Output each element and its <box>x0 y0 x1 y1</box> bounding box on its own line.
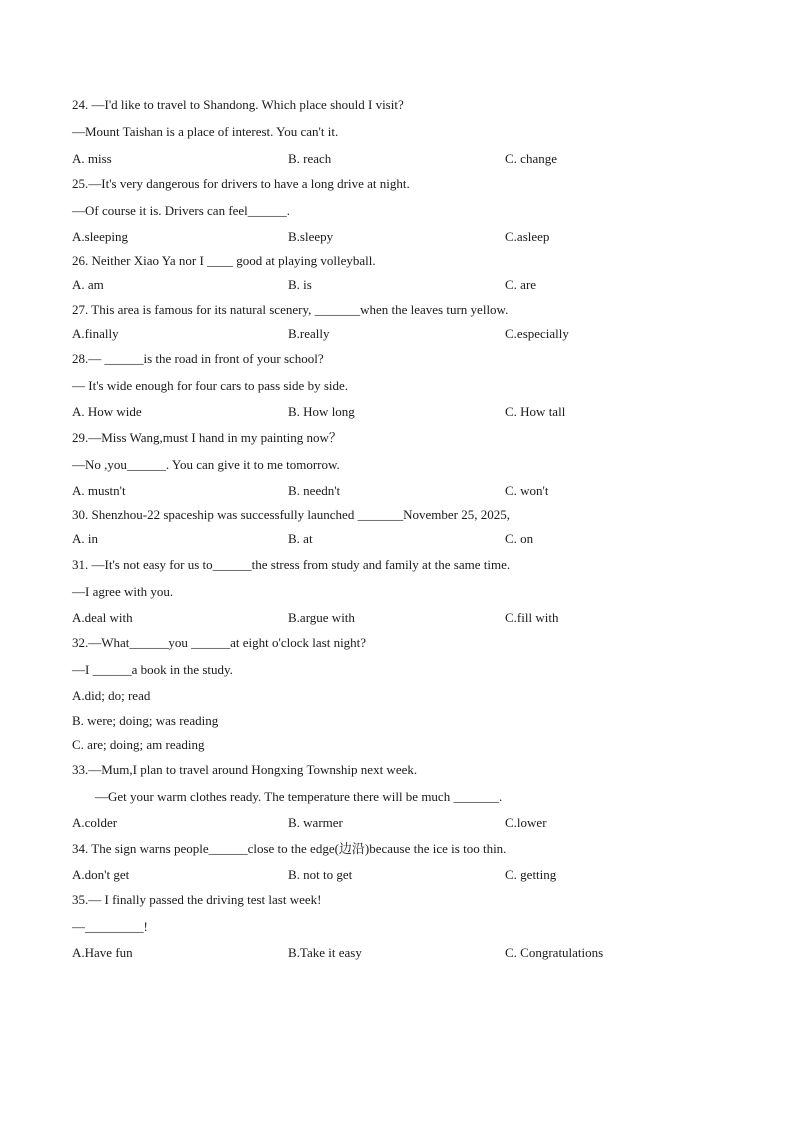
question-32-line-1: 32.—What______you ______at eight o'clock last night? <box>72 635 367 650</box>
question-31-option-b: B.argue with <box>288 610 355 625</box>
question-30-option-b: B. at <box>288 531 313 546</box>
question-29-option-b: B. needn't <box>288 483 341 498</box>
question-34-line-1: 34. The sign warns people______close to the edge(边沿)because the ice is too thin. <box>72 841 507 856</box>
question-29-option-c: C. won't <box>505 483 549 498</box>
question-24-option-c: C. change <box>505 151 557 166</box>
question-32-option-a: A.did; do; read <box>72 688 151 703</box>
question-24-line-2: —Mount Taishan is a place of interest. You can't it. <box>72 124 339 139</box>
question-24-option-a: A. miss <box>72 151 112 166</box>
question-31-line-2: —I agree with you. <box>72 584 174 599</box>
question-33-option-c: C.lower <box>505 815 547 830</box>
question-32-line-2: —I ______a book in the study. <box>72 662 233 677</box>
question-32-option-c: C. are; doing; am reading <box>72 737 205 752</box>
question-28-line-2: — It's wide enough for four cars to pass side by side. <box>72 378 349 393</box>
question-24-option-b: B. reach <box>288 151 332 166</box>
question-26-option-a: A. am <box>72 277 104 292</box>
question-28-option-a: A. How wide <box>72 404 142 419</box>
question-35-line-2: —_________! <box>72 919 148 934</box>
question-35-option-c: C. Congratulations <box>505 945 604 960</box>
question-33-option-a: A.colder <box>72 815 118 830</box>
question-30-line-1: 30. Shenzhou-22 spaceship was successfully launched _______November 25, 2025, <box>72 507 510 522</box>
question-34-option-b: B. not to get <box>288 867 353 882</box>
question-26-line-1: 26. Neither Xiao Ya nor I ____ good at playing volleyball. <box>72 253 376 268</box>
question-28-line-1: 28.— ______is the road in front of your school? <box>72 351 324 366</box>
question-33-option-b: B. warmer <box>288 815 343 830</box>
question-34-option-c: C. getting <box>505 867 557 882</box>
question-25-line-2: —Of course it is. Drivers can feel______. <box>72 203 291 218</box>
question-27-line-1: 27. This area is famous for its natural scenery, _______when the leaves turn yellow. <box>72 302 509 317</box>
question-27-option-b: B.really <box>288 326 330 341</box>
question-35-line-1: 35.— I finally passed the driving test last week! <box>72 892 322 907</box>
question-26-option-b: B. is <box>288 277 312 292</box>
question-29-line-1: 29.—Miss Wang,must I hand in my painting now？ <box>72 430 342 445</box>
question-31-line-1: 31. —It's not easy for us to______the stress from study and family at the same time. <box>72 557 511 572</box>
question-24-line-1: 24. —I'd like to travel to Shandong. Which place should I visit? <box>72 97 404 112</box>
question-30-option-a: A. in <box>72 531 98 546</box>
question-25-option-c: C.asleep <box>505 229 550 244</box>
question-26-option-c: C. are <box>505 277 537 292</box>
question-29-option-a: A. mustn't <box>72 483 126 498</box>
question-31-option-a: A.deal with <box>72 610 133 625</box>
question-25-line-1: 25.—It's very dangerous for drivers to have a long drive at night. <box>72 176 410 191</box>
question-28-option-c: C. How tall <box>505 404 566 419</box>
question-33-line-1: 33.—Mum,I plan to travel around Hongxing Township next week. <box>72 762 418 777</box>
question-34-option-a: A.don't get <box>72 867 130 882</box>
question-35-option-a: A.Have fun <box>72 945 133 960</box>
question-29-line-2: —No ,you______. You can give it to me tomorrow. <box>72 457 340 472</box>
question-25-option-a: A.sleeping <box>72 229 128 244</box>
question-33-line-2: —Get your warm clothes ready. The temperature there will be much _______. <box>95 789 503 804</box>
question-27-option-c: C.especially <box>505 326 569 341</box>
question-28-option-b: B. How long <box>288 404 355 419</box>
question-32-option-b: B. were; doing; was reading <box>72 713 219 728</box>
question-35-option-b: B.Take it easy <box>288 945 362 960</box>
question-30-option-c: C. on <box>505 531 534 546</box>
question-25-option-b: B.sleepy <box>288 229 334 244</box>
question-31-option-c: C.fill with <box>505 610 559 625</box>
question-27-option-a: A.finally <box>72 326 119 341</box>
